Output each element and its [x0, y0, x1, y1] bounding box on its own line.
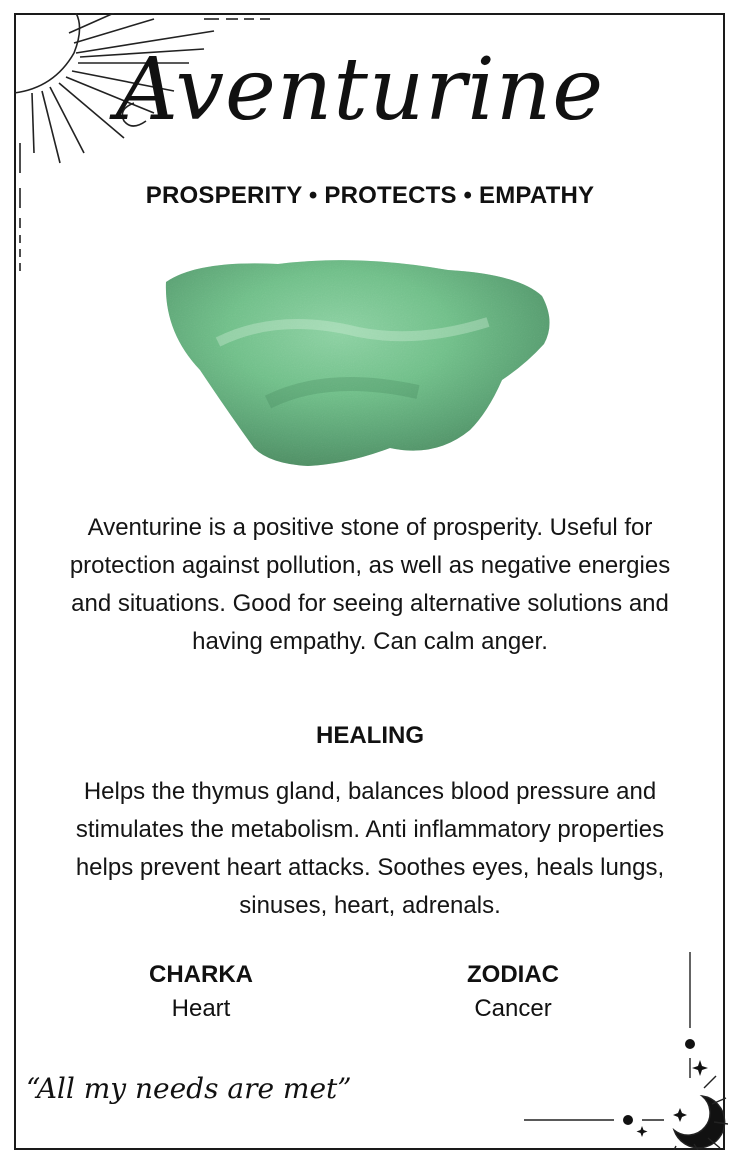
aventurine-stone-image: [158, 252, 558, 474]
charka-value: Heart: [171, 995, 231, 1022]
description: Aventurine is a positive stone of prosperity. Useful for protection against pollution, as well as negative energies and situations. Good for seeing alternative solutions and having empathy. Can calm anger.: [69, 514, 671, 655]
card-title: Aventurine: [115, 40, 605, 140]
tagline: PROSPERITY • PROTECTS • EMPATHY: [145, 182, 595, 209]
crescent-moon-stars-icon: [514, 948, 728, 1150]
charka-section: [101, 958, 301, 1026]
healing-heading: HEALING: [316, 722, 424, 749]
zodiac-value: Cancer: [474, 995, 552, 1022]
affirmation: “All my needs are met”: [26, 1072, 352, 1105]
healing-text: Helps the thymus gland, balances blood pressure and stimulates the metabolism. Anti inflammatory properties helps prevent heart attacks. Soothes eyes, heals lungs, sinuses, heart, adrenals.: [75, 778, 665, 919]
zodiac-label: ZODIAC: [467, 961, 559, 988]
charka-label: CHARKA: [149, 961, 253, 988]
